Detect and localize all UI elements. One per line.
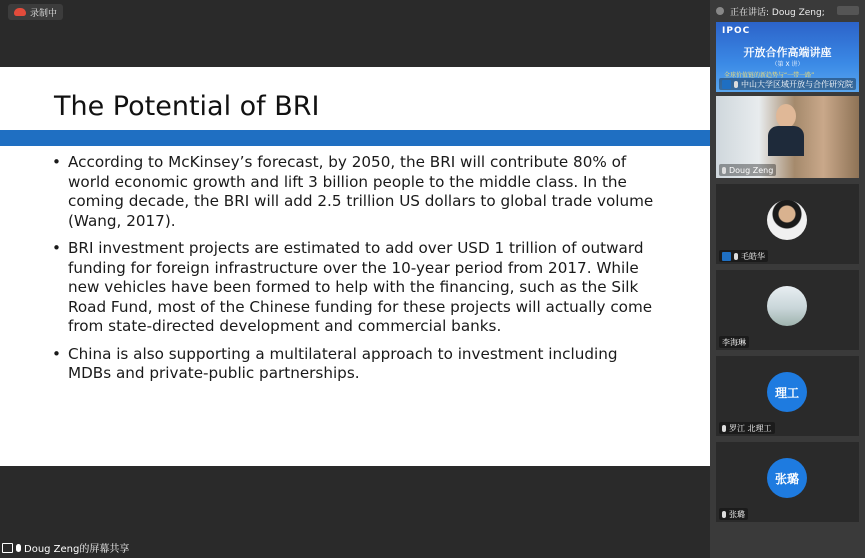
title-accent-bar [0,130,710,146]
bullet-item: • According to McKinsey’s forecast, by 2050, the BRI will contribute 80% of world economic growth and lift 3 billion people to the middle class. In the coming decade, the BRI will add 2.5 trillion US dollars to global trade volume (Wang, 2017). [52,153,662,231]
participant-tile[interactable] [716,22,859,92]
participant-name: 毛皓华 [741,251,765,261]
presentation-slide [0,67,710,466]
participant-name-tag [719,336,749,348]
participant-tile[interactable] [716,184,859,264]
poster-subtitle: （第 X 讲） [771,61,804,68]
poster-logo: IPOC [722,26,751,36]
slide-bullet-list [52,153,662,392]
participant-name: 张璐 [729,509,745,519]
microphone-muted-icon [722,425,726,432]
speaking-indicator [710,0,865,22]
microphone-muted-icon [734,253,738,260]
participant-tile[interactable] [716,270,859,350]
participant-name: Doug Zeng [729,165,774,175]
avatar: 理工 [767,372,807,412]
screen-share-icon [2,543,13,553]
recording-label: 录制中 [30,8,58,19]
user-badge-icon [722,80,731,89]
participant-tile[interactable] [716,442,859,522]
layout-toggle-icon[interactable] [837,6,859,15]
poster-line: 全球价值链的新趋势与“一带一路” [724,72,815,79]
participant-name-tag [719,250,768,262]
speaker-icon [716,7,724,15]
speaker-video [768,104,804,154]
bullet-item: • China is also supporting a multilateral approach to investment including MDBs and private-public partnerships. [52,345,662,384]
recording-indicator[interactable] [8,4,63,20]
user-badge-icon [722,252,731,261]
participant-name-tag [719,164,776,176]
slide-title: The Potential of BRI [54,91,320,122]
microphone-icon [16,544,21,552]
microphone-muted-icon [722,511,726,518]
microphone-icon [722,167,726,174]
participant-name: 罗江 北理工 [729,423,772,433]
cloud-record-icon [14,8,26,16]
participant-tile[interactable] [716,356,859,436]
participant-name-tag [719,508,748,520]
participant-name: 中山大学区域开放与合作研究院 [741,79,853,89]
participants-sidebar [710,0,865,558]
avatar [767,200,807,240]
bullet-item: • BRI investment projects are estimated to add over USD 1 trillion of outward funding for foreign infrastructure over the 10-year period from 2017. While new vehicles have been formed to help with the financing, such as the Silk Road Fund, most of the Chinese funding for these projects will actually come from state-directed development and commercial banks. [52,239,662,337]
microphone-muted-icon [734,81,738,88]
participant-name-tag [719,78,856,90]
participant-name-tag [719,422,775,434]
avatar: 张璐 [767,458,807,498]
share-label-text: Doug Zeng的屏幕共享 [24,544,130,555]
screen-share-label [2,540,129,555]
avatar [767,286,807,326]
participant-name: 李海琳 [722,337,746,347]
speaking-text: 正在讲话: Doug Zeng; [730,7,825,18]
participant-tile-active[interactable] [716,96,859,178]
poster-title: 开放合作高端讲座 [743,46,832,59]
